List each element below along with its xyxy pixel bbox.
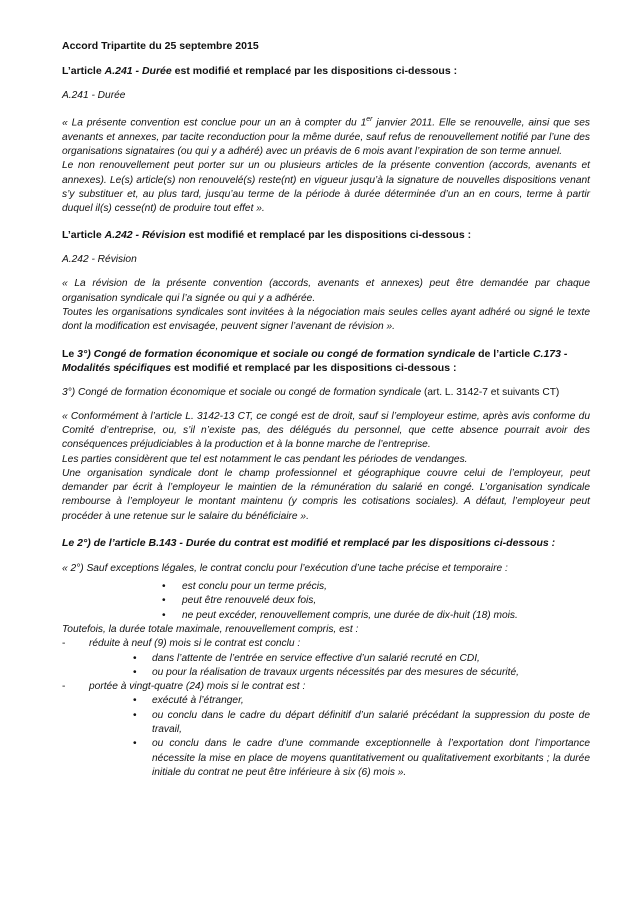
list-item: • exécuté à l’étranger, <box>62 694 590 708</box>
heading-article-ref: A.241 - Durée <box>104 65 172 77</box>
paragraph-text: janvier 2011. Elle se renouvelle, ainsi que ses avenants et annexes, par tacite reconduction pour la même durée, sauf refus de renouvellement notifié par l’une des organisations signataires (ou qui y a adhéré) avec un préavis de 6 mois avant l’expiration de son terme annuel. <box>62 117 590 157</box>
section-heading-a241 <box>62 64 590 78</box>
paragraph-text: « La révision de la présente convention (accords, avenants et annexes) peut être demandée par chaque organisation syndicale qui l’a signée ou qui y a adhérée. <box>62 278 590 304</box>
heading-text: L’article <box>62 65 105 77</box>
bullet-list <box>62 652 590 681</box>
list-item: • ne peut excéder, renouvellement compris, une durée de dix-huit (18) mois. <box>62 609 590 623</box>
list-item: • est conclu pour un terme précis, <box>62 580 590 594</box>
contract-intro: « 2°) Sauf exceptions légales, le contrat conclu pour l’exécution d’une tache précise et temporaire : <box>62 563 508 575</box>
heading-article-ref: C.173 - Modalités spécifiques <box>62 347 568 374</box>
dash-item: - réduite à neuf (9) mois si le contrat est conclu : <box>62 637 590 651</box>
heading-article-ref: 3°) Congé de formation économique et sociale ou congé de formation syndicale <box>77 347 476 360</box>
heading-text: est modifié et remplacé par les dispositions ci-dessous : <box>185 229 472 242</box>
paragraph-text: « Conformément à l’article L. 3142-13 CT, ce congé est de droit, sauf si l’employeur estime, après avis conforme du Comité d’entreprise, ou, s’il n’existe pas, des délégués du personnel, que cette absence pourrait avoir des conséquences préjudiciables à la production et à la bonne marche de l’entreprise. <box>62 410 590 451</box>
list-item: • dans l’attente de l’entrée en service effective d’un salarié recruté en CDI, <box>62 652 590 666</box>
article-subtitle-c173 <box>62 387 590 398</box>
paragraph-text: « La présente convention est conclue pour un an à compter du 1 <box>62 117 367 129</box>
article-subtitle-a241: A.241 - Durée <box>62 90 126 101</box>
section-heading-b143 <box>62 536 590 550</box>
paragraph-text: Toutes les organisations syndicales sont invitées à la négociation mais seules celles ayant adhéré ou signé le texte dont la modification est envisagée, peuvent signer l’avenant de révision ». <box>62 307 590 333</box>
superscript: er <box>366 116 373 123</box>
article-paragraph <box>62 277 590 334</box>
toutefois-line: Toutefois, la durée totale maximale, renouvellement compris, est : <box>62 623 359 635</box>
document-title: Accord Tripartite du 25 septembre 2015 <box>62 40 259 52</box>
section-heading-a242 <box>62 228 590 242</box>
list-item: • peut être renouvelé deux fois, <box>62 594 590 608</box>
heading-text: est modifié et remplacé par les dispositions ci-dessous : <box>171 361 457 374</box>
heading-text: L’article <box>62 229 105 242</box>
section-heading-c173 <box>62 347 590 375</box>
heading-text: Le 2°) de l’article B.143 - Durée du contrat est modifié et remplacé par les dispositions ci-dessous : <box>62 537 556 550</box>
heading-text: est modifié et remplacé par les dispositions ci-dessous : <box>171 65 458 77</box>
dash-item: - portée à vingt-quatre (24) mois si le contrat est : <box>62 680 590 694</box>
heading-text: de l’article <box>475 347 533 360</box>
bullet-list <box>62 694 590 780</box>
paragraph-text: Le non renouvellement peut porter sur un ou plusieurs articles de la présente convention (accords, avenants et annexes). Le(s) article(s) non renouvelé(s) reste(nt) en vigueur jusqu’à la signature de nouvelles dispositions venant s’y substituer et, au plus tard, jusqu’au terme de la période à durée déterminée d’un an en cours, terme à partir duquel il(s) cesse(nt) de produire tout effet ». <box>62 160 590 215</box>
list-item: • ou conclu dans le cadre d’une commande exceptionnelle à l’exportation dont l’importance nécessite la mise en place de moyens quantitativement ou qualitativement exorbitants ; la durée initiale du contrat ne peut être inférieure à six (6) mois ». <box>62 737 590 780</box>
heading-article-ref: A.242 - Révision <box>104 229 186 242</box>
article-subtitle-a242: A.242 - Révision <box>62 254 137 266</box>
bullet-list <box>62 580 590 623</box>
list-item: • ou conclu dans le cadre du départ définitif d’un salarié précédant la suppression du poste de travail, <box>62 709 590 738</box>
paragraph-text: Les parties considèrent que tel est notamment le cas pendant les périodes de vendanges. <box>62 453 468 465</box>
heading-text: Le <box>62 347 78 360</box>
subtitle-reference: (art. L. 3142-7 et suivants CT) <box>421 386 560 398</box>
list-item: • ou pour la réalisation de travaux urgents nécessités par des mesures de sécurité, <box>62 666 590 680</box>
article-paragraph <box>62 410 590 524</box>
article-paragraph <box>62 113 590 216</box>
paragraph-text: Une organisation syndicale dont le champ professionnel et géographique couvre celui de l’employeur, peut demander par écrit à l’employeur le maintien de la rémunération du salarié en congé. L’organisation syndicale rembourse à l’employeur le montant maintenu (y compris les cotisations sociales). A défaut, l’employeur peut procéder à une retenue sur le salaire du bénéficiaire ». <box>62 467 590 522</box>
subtitle-text: 3°) Congé de formation économique et sociale ou congé de formation syndicale <box>62 386 422 398</box>
